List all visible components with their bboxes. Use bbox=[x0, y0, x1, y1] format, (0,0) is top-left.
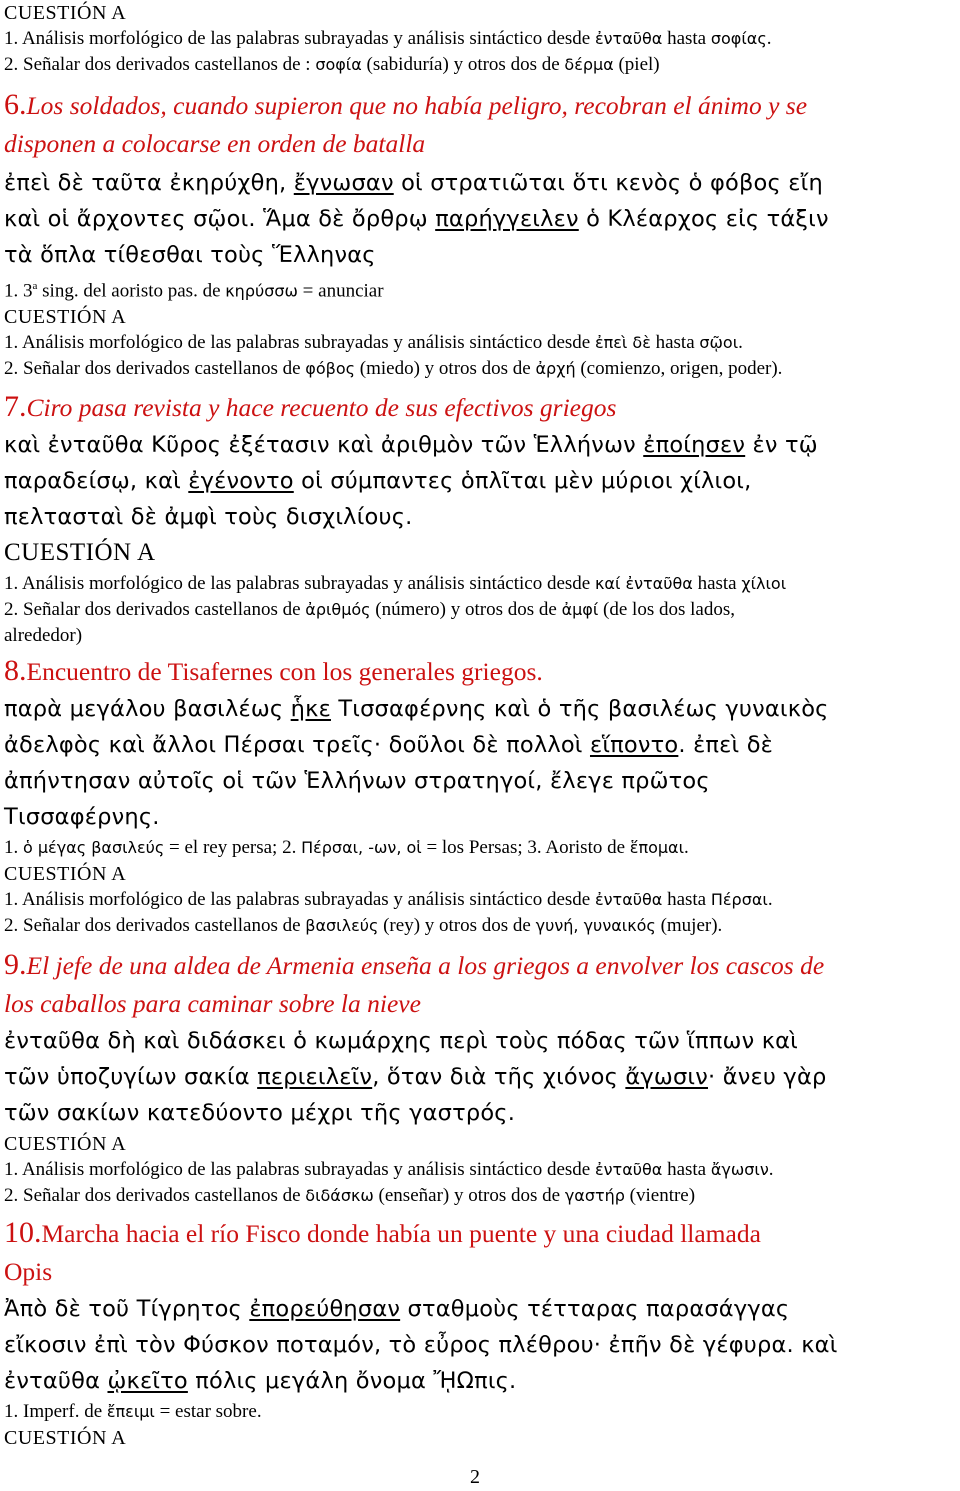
question-1: 1. Análisis morfológico de las palabras subrayadas y análisis sintáctico desde ἐπεὶ δὲ hasta σῷοι. bbox=[4, 332, 743, 354]
question-2: 2. Señalar dos derivados castellanos de : σοφία (sabiduría) y otros dos de δέρμα (piel) bbox=[4, 54, 660, 75]
greek-line: τῶν σακίων κατεδύοντο μέχρι τῆς γαστρός. bbox=[4, 1100, 516, 1126]
question-1: 1. Análisis morfológico de las palabras subrayadas y análisis sintáctico desde ἐνταῦθα hasta ἄγωσιν. bbox=[4, 1159, 774, 1180]
footnote: 1. Imperf. de ἔπειμι = estar sobre. bbox=[4, 1401, 262, 1422]
footnote: 1. ὁ μέγας βασιλεύς = el rey persa; 2. Πέρσαι, -ων, οἱ = los Persas; 3. Aoristo de ἕπομαι. bbox=[4, 837, 689, 858]
footnote: 1. 3$^a$ sing. del aoristo pas. de κηρύσσω = anunciar bbox=[4, 280, 384, 302]
cuestion-heading: CUESTIÓN A bbox=[4, 2, 127, 24]
section-title: 8.Encuentro de Tisafernes con los generales griegos. bbox=[4, 654, 543, 687]
cuestion-heading: CUESTIÓN A bbox=[4, 1133, 127, 1155]
greek-line: ἀπήντησαν αὐτοῖς οἱ τῶν Ἑλλήνων στρατηγοί, ἔλεγε πρῶτος bbox=[4, 768, 710, 794]
greek-line: καὶ οἱ ἄρχοντες σῷοι. Ἅμα δὲ ὄρθρῳ παρήγγειλεν ὁ Κλέαρχος εἰς τάξιν bbox=[4, 206, 829, 232]
greek-line: ἐπεὶ δὲ ταῦτα ἐκηρύχθη, ἔγνωσαν οἱ στρατιῶται ὅτι κενὸς ὁ φόβος εἴη bbox=[4, 170, 823, 196]
question-1: 1. Análisis morfológico de las palabras subrayadas y análisis sintáctico desde καί ἐνταῦθα hasta χίλιοι bbox=[4, 573, 787, 594]
section-title: 10.Marcha hacia el río Fisco donde había un puente y una ciudad llamada bbox=[4, 1216, 761, 1249]
greek-line: εἴκοσιν ἐπὶ τὸν Φύσκον ποταμόν, τὸ εὖρος πλέθρου· ἐπῆν δὲ γέφυρα. καὶ bbox=[4, 1332, 838, 1358]
section-5 bbox=[4, 0, 771, 78]
section-7 bbox=[4, 388, 956, 649]
question-2: 2. Señalar dos derivados castellanos de ἀριθμός (número) y otros dos de ἀμφί (de los dos lados, bbox=[4, 599, 735, 620]
page-number: 2 bbox=[470, 1466, 480, 1488]
section-8 bbox=[4, 652, 956, 939]
greek-line: καὶ ἐνταῦθα Κῦρος ἐξέτασιν καὶ ἀριθμὸν τῶν Ἑλλήνων ἐποίησεν ἐν τῷ bbox=[4, 432, 818, 458]
greek-line: πελτασταὶ δὲ ἀμφὶ τοὺς δισχιλίους. bbox=[4, 504, 413, 530]
section-9 bbox=[4, 946, 956, 1209]
cuestion-heading: CUESTIÓN A bbox=[4, 1427, 127, 1449]
greek-line: Ἀπὸ δὲ τοῦ Τίγρητος ἐπορεύθησαν σταθμοὺς τέτταρας παρασάγγας bbox=[4, 1296, 790, 1322]
greek-line: παρὰ μεγάλου βασιλέως ἧκε Τισσαφέρνης καὶ ὁ τῆς βασιλέως γυναικὸς bbox=[4, 696, 829, 722]
question-2-cont: alrededor) bbox=[4, 625, 83, 646]
section-title-cont: los caballos para caminar sobre la nieve bbox=[4, 989, 421, 1018]
section-title-cont: Opis bbox=[4, 1257, 53, 1286]
greek-line: τὰ ὅπλα τίθεσθαι τοὺς Ἕλληνας bbox=[4, 242, 376, 268]
question-2: 2. Señalar dos derivados castellanos de φόβος (miedo) y otros dos de ἀρχή (comienzo, origen, poder). bbox=[4, 358, 783, 380]
cuestion-heading: CUESTIÓN A bbox=[4, 306, 127, 329]
section-10 bbox=[4, 1214, 956, 1451]
question-2: 2. Señalar dos derivados castellanos de βασιλεύς (rey) y otros dos de γυνή, γυναικός (mujer). bbox=[4, 915, 723, 936]
question-1: 1. Análisis morfológico de las palabras subrayadas y análisis sintáctico desde ἐνταῦθα hasta Πέρσαι. bbox=[4, 889, 773, 910]
greek-line: τῶν ὑποζυγίων σακία περιειλεῖν, ὅταν διὰ τῆς χιόνος ἄγωσιν· ἄνευ γὰρ bbox=[4, 1064, 827, 1090]
cuestion-heading: CUESTIÓN A bbox=[4, 539, 156, 566]
greek-line: παραδείσῳ, καὶ ἐγένοντο οἱ σύμπαντες ὁπλῖται μὲν μύριοι χίλιοι, bbox=[4, 468, 752, 494]
cuestion-heading: CUESTIÓN A bbox=[4, 863, 127, 885]
greek-line: Τισσαφέρνης. bbox=[4, 804, 160, 830]
section-title-cont: disponen a colocarse en orden de batalla bbox=[4, 129, 426, 158]
section-title: 9.El jefe de una aldea de Armenia enseña a los griegos a envolver los cascos de bbox=[4, 948, 825, 981]
section-title: 7.Ciro pasa revista y hace recuento de sus efectivos griegos bbox=[4, 390, 617, 423]
greek-line: ἐνταῦθα ᾠκεῖτο πόλις μεγάλη ὄνομα ᾜΩπις. bbox=[4, 1368, 517, 1394]
greek-line: ἐνταῦθα δὴ καὶ διδάσκει ὁ κωμάρχης περὶ τοὺς πόδας τῶν ἵππων καὶ bbox=[4, 1028, 798, 1054]
question-1: 1. Análisis morfológico de las palabras subrayadas y análisis sintáctico desde ἐνταῦθα hasta σοφίας. bbox=[4, 28, 772, 49]
section-6 bbox=[4, 86, 956, 382]
greek-line: ἀδελφὸς καὶ ἄλλοι Πέρσαι τρεῖς· δοῦλοι δὲ πολλοὶ εἵποντο. ἐπεὶ δὲ bbox=[4, 732, 774, 758]
question-2: 2. Señalar dos derivados castellanos de διδάσκω (enseñar) y otros dos de γαστήρ (vientre) bbox=[4, 1185, 696, 1206]
section-title: 6.Los soldados, cuando supieron que no había peligro, recobran el ánimo y se bbox=[4, 88, 808, 121]
